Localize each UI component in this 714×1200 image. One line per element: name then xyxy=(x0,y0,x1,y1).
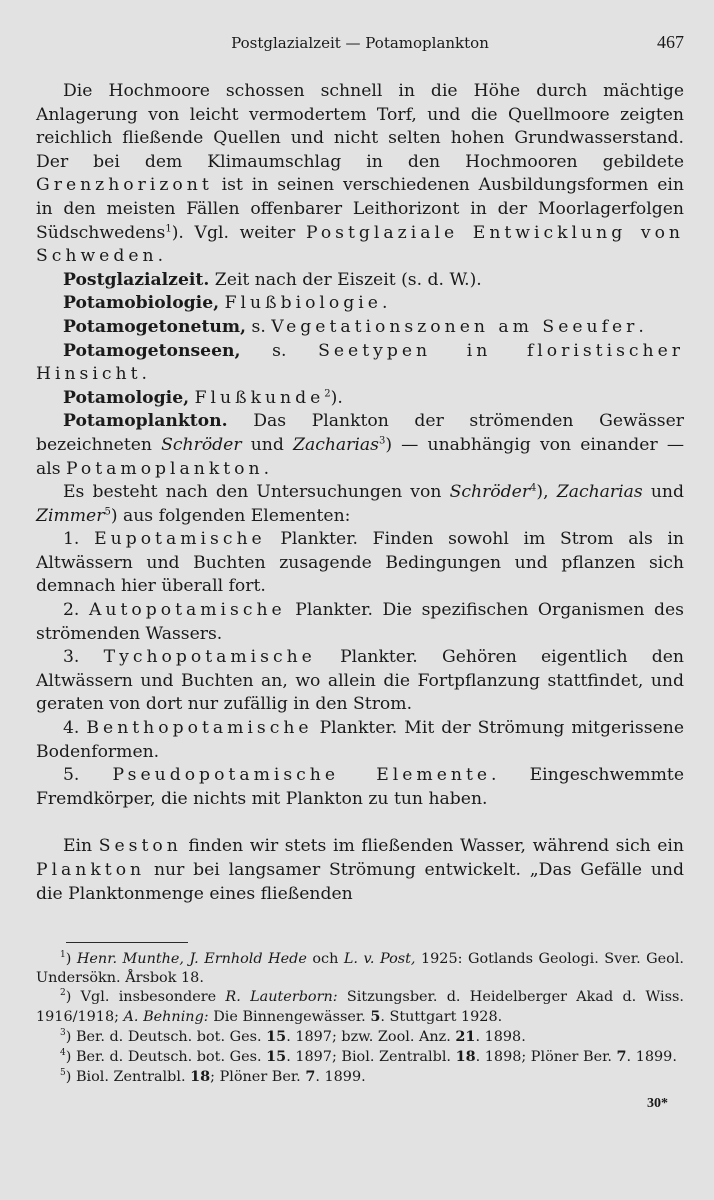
author-name: A. Behning: xyxy=(123,1009,209,1025)
entry-term: Potamologie, xyxy=(63,387,190,408)
paragraph-gap xyxy=(36,811,684,835)
text-run: Sitzungsber. d. Heidelberger Akad d. Wiss. 1916/1918; xyxy=(36,989,684,1025)
footnote-3: $^3$) Ber. d. Deutsch. bot. Ges. 15. 1897; bzw. Zool. Anz. 21. 1898. xyxy=(60,1028,526,1045)
text-run: . 1899. xyxy=(626,1049,677,1065)
author-name: Henr. Munthe, J. Ernhold Hede xyxy=(76,951,307,967)
volume-number: 7 xyxy=(305,1068,316,1085)
text-run: . xyxy=(638,316,644,337)
footnote-ref: 1 xyxy=(165,222,172,234)
text-run: Die Binnengewässer. xyxy=(208,1009,371,1025)
text-run: ; Plöner Ber. xyxy=(210,1069,306,1085)
entry-term: Potamobiologie, xyxy=(63,293,220,314)
list-item xyxy=(36,646,684,717)
volume-number: 7 xyxy=(616,1048,627,1065)
list-text: Plankter. Gehören eigentlich den Altwässern und Buchten an, wo allein die Fortpflanzung stattfindet, und geraten von dort nur zufällig in den Strom. xyxy=(36,647,684,715)
author-name: Schröder xyxy=(161,434,242,455)
text-run: und xyxy=(642,482,684,503)
author-name: L. v. Post, xyxy=(343,951,416,967)
spaced-term: Postglaziale Entwicklung von Schweden xyxy=(36,222,685,267)
spaced-term: Flußbiologie xyxy=(224,293,382,314)
list-number: 4. xyxy=(63,718,87,739)
entry-term: Potamoplankton. xyxy=(63,411,228,432)
footnote-mark: 1 xyxy=(60,950,66,961)
text-run: und xyxy=(241,434,294,455)
volume-number: 5 xyxy=(370,1008,381,1025)
volume-number: 18 xyxy=(190,1068,211,1085)
footnote-ref: 3 xyxy=(378,435,386,447)
entry-potamogetonetum xyxy=(36,316,684,340)
list-number: 5. xyxy=(63,765,113,786)
text-run: . 1897; Biol. Zentralbl. xyxy=(286,1049,456,1065)
text-run: . Stuttgart 1928. xyxy=(380,1009,503,1025)
text-run: ), xyxy=(536,482,557,503)
entry-term: Potamogetonseen, xyxy=(63,340,241,361)
text-run: Es besteht nach den Untersuchungen von xyxy=(63,482,450,503)
entry-potamologie xyxy=(36,387,684,411)
footnote-1: $^1$) Henr. Munthe, J. Ernhold Hede och L. v. Post, 1925: Gotlands Geologi. Sver. Geol. Undersökn. Årsbok 18. xyxy=(36,950,684,986)
footnote-rule xyxy=(66,942,188,943)
volume-number: 18 xyxy=(455,1048,476,1065)
volume-number: 15 xyxy=(266,1028,287,1045)
spaced-term: Plankton xyxy=(36,860,146,880)
footnote-ref: 4 xyxy=(530,482,537,494)
entry-term: Potamogetonetum, xyxy=(63,316,247,337)
text-run: ). Vgl. weiter xyxy=(171,222,306,243)
volume-number: 21 xyxy=(455,1028,476,1045)
text-run: Ber. d. Deutsch. bot. Ges. xyxy=(75,1029,267,1045)
text-run: . xyxy=(263,458,270,479)
text-run: ). xyxy=(330,387,343,408)
footnote-4: $^4$) Ber. d. Deutsch. bot. Ges. 15. 1897; Biol. Zentralbl. 18. 1898; Plöner Ber. 7. 1899. xyxy=(60,1048,677,1065)
entry-potamobiologie xyxy=(36,292,684,316)
list-number: 3. xyxy=(63,647,104,668)
footnote-ref: 2 xyxy=(324,387,331,399)
text-run: Vgl. insbesondere xyxy=(80,989,226,1005)
entry-potamoplankton xyxy=(36,410,684,481)
spaced-term: Eupotamische xyxy=(94,529,266,550)
author-name: Zimmer xyxy=(36,505,105,526)
spaced-term: Potamoplankton xyxy=(66,458,264,479)
spaced-term: Flußkunde xyxy=(194,387,325,408)
text-run: Ber. d. Deutsch. bot. Ges. xyxy=(75,1049,267,1065)
text-run: Das Plankton der strömenden Gewässer bezeichneten xyxy=(36,411,684,455)
text-run: finden wir stets im fließenden Wasser, während sich ein xyxy=(181,836,685,857)
signature-mark: 30* xyxy=(647,1096,668,1111)
list-text: . Eingeschwemmte Fremdkörper, die nichts mit Plankton zu tun haben. xyxy=(36,765,684,809)
author-name: Zacharias xyxy=(293,434,379,455)
entry-term: Postglazialzeit. xyxy=(63,269,210,290)
list-number: 2. xyxy=(63,600,89,621)
footnotes xyxy=(36,950,684,1087)
text-run: . 1898; Plöner Ber. xyxy=(475,1049,617,1065)
footnote-mark: 5 xyxy=(60,1068,66,1079)
text-run: . xyxy=(157,246,164,267)
text-run: och xyxy=(306,951,344,967)
spaced-term: Seston xyxy=(98,836,182,857)
text-run: . xyxy=(381,293,388,314)
entry-postglazialzeit xyxy=(36,269,684,293)
text-run: Biol. Zentralbl. xyxy=(75,1069,191,1085)
spaced-term: Vegetationszonen am Seeufer xyxy=(271,316,639,337)
volume-number: 15 xyxy=(266,1048,287,1065)
author-name: Schröder xyxy=(449,482,531,503)
list-item xyxy=(36,528,684,599)
list-item xyxy=(36,717,684,764)
text-run: . 1898. xyxy=(475,1029,526,1045)
paragraph-elemente xyxy=(36,481,684,528)
footnote-ref: 5 xyxy=(104,505,111,517)
list-text: Plankter. Finden sowohl im Strom als in Altwässern und Buchten zusagende Bedingungen und pflanzen sich demnach hier überall fort. xyxy=(36,529,684,597)
list-item xyxy=(36,599,684,646)
entry-potamogetonseen xyxy=(36,340,684,387)
text-run: s. xyxy=(240,340,319,361)
footnote-mark: 4 xyxy=(60,1048,66,1059)
running-head: Postglazialzeit — Potamoplankton xyxy=(231,34,489,52)
spaced-term: Tychopotamische xyxy=(103,647,316,668)
text-run: . 1897; bzw. Zool. Anz. xyxy=(286,1029,456,1045)
page-number: 467 xyxy=(657,32,684,52)
author-name: R. Lauterborn: xyxy=(225,989,338,1005)
footnote-5: $^5$) Biol. Zentralbl. 18; Plöner Ber. 7. 1899. xyxy=(60,1068,366,1085)
text-run: ist in seinen verschiedenen Ausbildungsformen ein in den meisten Fällen offenbarer Leithorizont in der Moorlagerfolgen Südschwedens xyxy=(36,175,684,243)
text-run: Ein xyxy=(63,836,99,857)
footnote-mark: 2 xyxy=(60,988,66,999)
spaced-term: Seetypen in floristischer Hinsicht xyxy=(36,340,684,385)
footnote-2: $^2$) Vgl. insbesondere R. Lauterborn: Sitzungsber. d. Heidelberger Akad d. Wiss. 1916/1918; A. Behning: Die Binnengewässer. 5. Stuttgart 1928. xyxy=(36,988,684,1025)
list-number: 1. xyxy=(63,529,95,550)
paragraph-seston xyxy=(36,835,684,906)
main-text xyxy=(36,80,684,906)
text-run: . xyxy=(141,364,147,385)
text-run: . 1899. xyxy=(315,1069,366,1085)
text-run: ) — unabhängig von einander — als xyxy=(36,434,685,479)
author-name: Zacharias xyxy=(556,482,643,503)
spaced-term: Autopotamische xyxy=(88,600,286,621)
text-run: nur bei langsamer Strömung entwickelt. „Das Gefälle und die Planktonmenge eines fließenden xyxy=(36,860,684,904)
list-item xyxy=(36,764,684,811)
text-run: s. xyxy=(246,316,272,337)
spaced-term: Grenzhorizont xyxy=(36,175,213,196)
list-text: Plankter. Mit der Strömung mitgerissene Bodenformen. xyxy=(36,718,684,762)
text-run: ) aus folgenden Elementen: xyxy=(110,505,351,526)
spaced-term: Pseudopotamische Elemente xyxy=(112,765,492,786)
spaced-term: Benthopotamische xyxy=(86,718,313,739)
list-text: Plankter. Die spezifischen Organismen des strömenden Wassers. xyxy=(36,600,684,644)
paragraph-hochmoore xyxy=(36,80,684,269)
text-run: Die Hochmoore schossen schnell in die Höhe durch mächtige Anlagerung von leicht vermodertem Torf, und die Quellmoore zeigten reichlich fließende Quellen und nicht selten hohen Grundwasserstand. Der bei dem Klimaumschlag in den Hochmooren gebildete xyxy=(36,81,684,172)
entry-text: Zeit nach der Eiszeit (s. d. W.). xyxy=(209,269,482,290)
text-run: 1925: Gotlands Geologi. Sver. Geol. Undersökn. Årsbok 18. xyxy=(36,951,684,986)
footnote-mark: 3 xyxy=(60,1028,66,1039)
